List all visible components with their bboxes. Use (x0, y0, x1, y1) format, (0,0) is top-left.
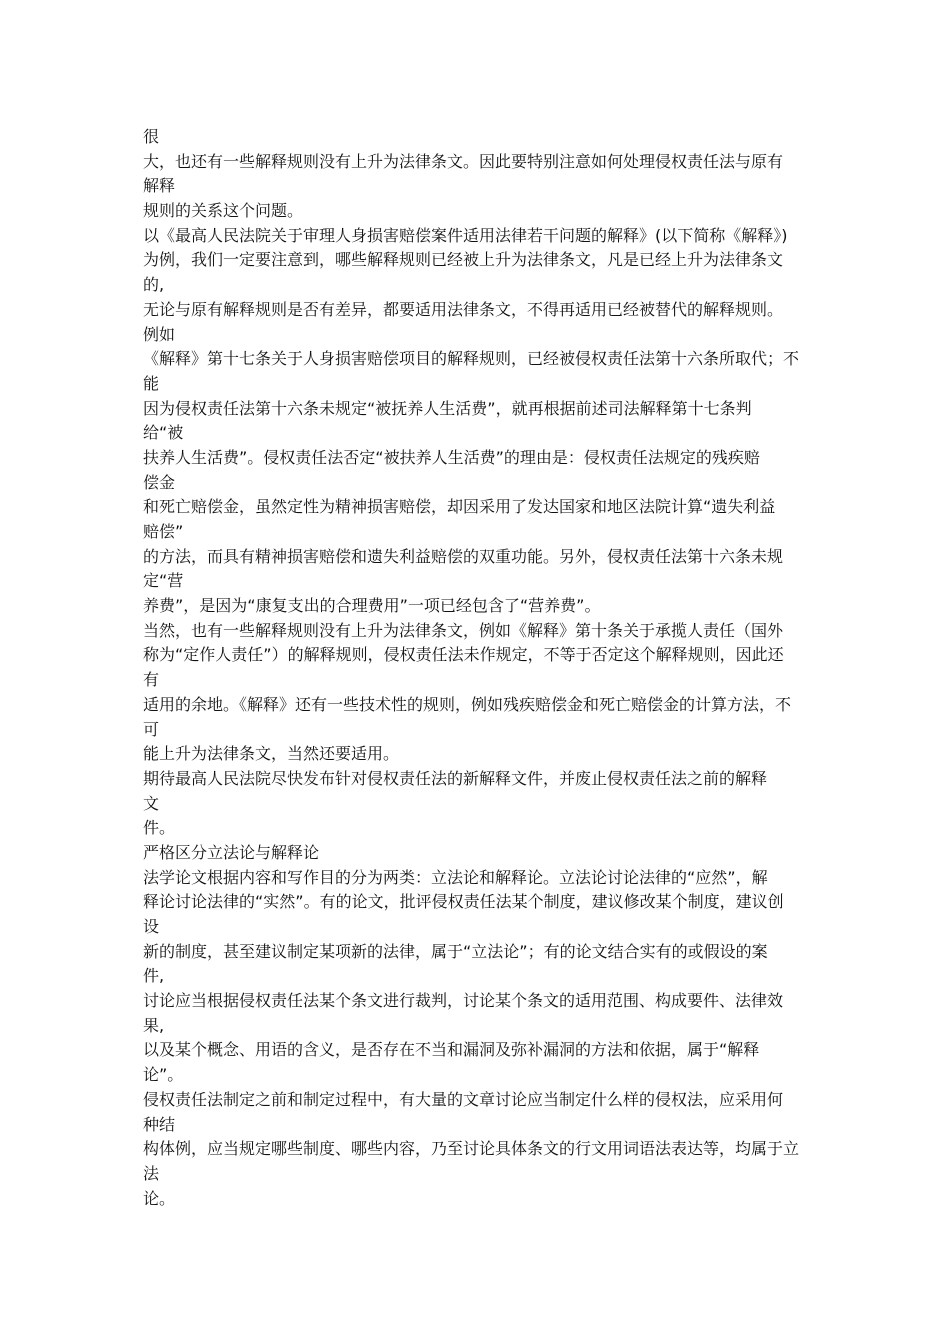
text-line: 因为侵权责任法第十六条未规定“被抚养人生活费”，就再根据前述司法解释第十七条判 (143, 398, 752, 418)
text-line: 为例，我们一定要注意到，哪些解释规则已经被上升为法律条文，凡是已经上升为法律条文 (143, 250, 784, 270)
text-line: 的, (143, 275, 165, 295)
text-line: 新的制度，甚至建议制定某项新的法律，属于“立法论”；有的论文结合实有的或假设的案 (143, 941, 768, 961)
text-line: 件。 (143, 818, 176, 838)
text-line: 以《最高人民法院关于审理人身损害赔偿案件适用法律若干问题的解释》(以下简称《解释》) (143, 225, 788, 245)
text-line: 当然，也有一些解释规则没有上升为法律条文，例如《解释》第十条关于承揽人责任（国外 (143, 620, 784, 640)
text-line: 称为“定作人责任”）的解释规则，侵权责任法未作规定，不等于否定这个解释规则，因此还 (143, 645, 784, 665)
text-line: 偿金 (143, 472, 176, 492)
text-line: 扶养人生活费”。侵权责任法否定“被扶养人生活费”的理由是：侵权责任法规定的残疾赔 (143, 447, 760, 467)
text-line: 能上升为法律条文，当然还要适用。 (143, 744, 400, 764)
text-line: 文 (143, 793, 160, 813)
text-line: 和死亡赔偿金，虽然定性为精神损害赔偿，却因采用了发达国家和地区法院计算“遗失利益 (143, 497, 776, 517)
text-line: 论”。 (143, 1065, 184, 1085)
text-line: 设 (143, 917, 160, 936)
text-line: 例如 (143, 324, 176, 344)
text-line: 定“营 (143, 571, 184, 591)
text-line: 有 (143, 670, 160, 690)
text-line: 果, (143, 1015, 165, 1035)
text-line: 释论讨论法律的“实然”。有的论文，批评侵权责任法某个制度，建议修改某个制度，建议创 (143, 892, 784, 912)
text-line: 法学论文根据内容和写作目的分为两类：立法论和解释论。立法论讨论法律的“应然”，解 (143, 867, 768, 887)
text-line: 赔偿” (143, 522, 184, 541)
text-line: 侵权责任法制定之前和制定过程中，有大量的文章讨论应当制定什么样的侵权法，应采用何 (143, 1089, 784, 1109)
text-line: 适用的余地。《解释》还有一些技术性的规则，例如残疾赔偿金和死亡赔偿金的计算方法，不 (143, 694, 792, 714)
text-line: 很 (143, 127, 160, 146)
text-line: 可 (143, 719, 160, 739)
text-line: 《解释》第十七条关于人身损害赔偿项目的解释规则，已经被侵权责任法第十六条所取代；不 (143, 349, 800, 369)
document-body (143, 125, 811, 1211)
text-line: 给“被 (143, 423, 184, 443)
text-line: 以及某个概念、用语的含义，是否存在不当和漏洞及弥补漏洞的方法和依据，属于“解释 (143, 1040, 760, 1060)
text-line: 的方法，而具有精神损害赔偿和遗失利益赔偿的双重功能。另外，侵权责任法第十六条未规 (143, 546, 784, 566)
text-line: 解释 (143, 176, 176, 196)
text-line: 讨论应当根据侵权责任法某个条文进行裁判，讨论某个条文的适用范围、构成要件、法律效 (143, 991, 784, 1011)
text-line: 种结 (143, 1114, 176, 1134)
text-line: 大，也还有一些解释规则没有上升为法律条文。因此要特别注意如何处理侵权责任法与原有 (143, 151, 784, 171)
text-line: 规则的关系这个问题。 (143, 201, 304, 221)
text-line: 严格区分立法论与解释论 (143, 842, 320, 862)
text-line: 养费”，是因为“康复支出的合理费用”一项已经包含了“营养费”。 (143, 596, 601, 616)
text-line: 法 (143, 1163, 160, 1183)
text-line: 能 (143, 373, 160, 393)
text-line: 构体例，应当规定哪些制度、哪些内容，乃至讨论具体条文的行文用词语法表达等，均属于立 (143, 1139, 800, 1159)
text-line: 无论与原有解释规则是否有差异，都要适用法律条文，不得再适用已经被替代的解释规则。 (143, 299, 784, 319)
text-line: 论。 (143, 1188, 176, 1208)
text-line: 件, (143, 966, 165, 986)
text-line: 期待最高人民法院尽快发布针对侵权责任法的新解释文件，并废止侵权责任法之前的解释 (143, 768, 768, 788)
